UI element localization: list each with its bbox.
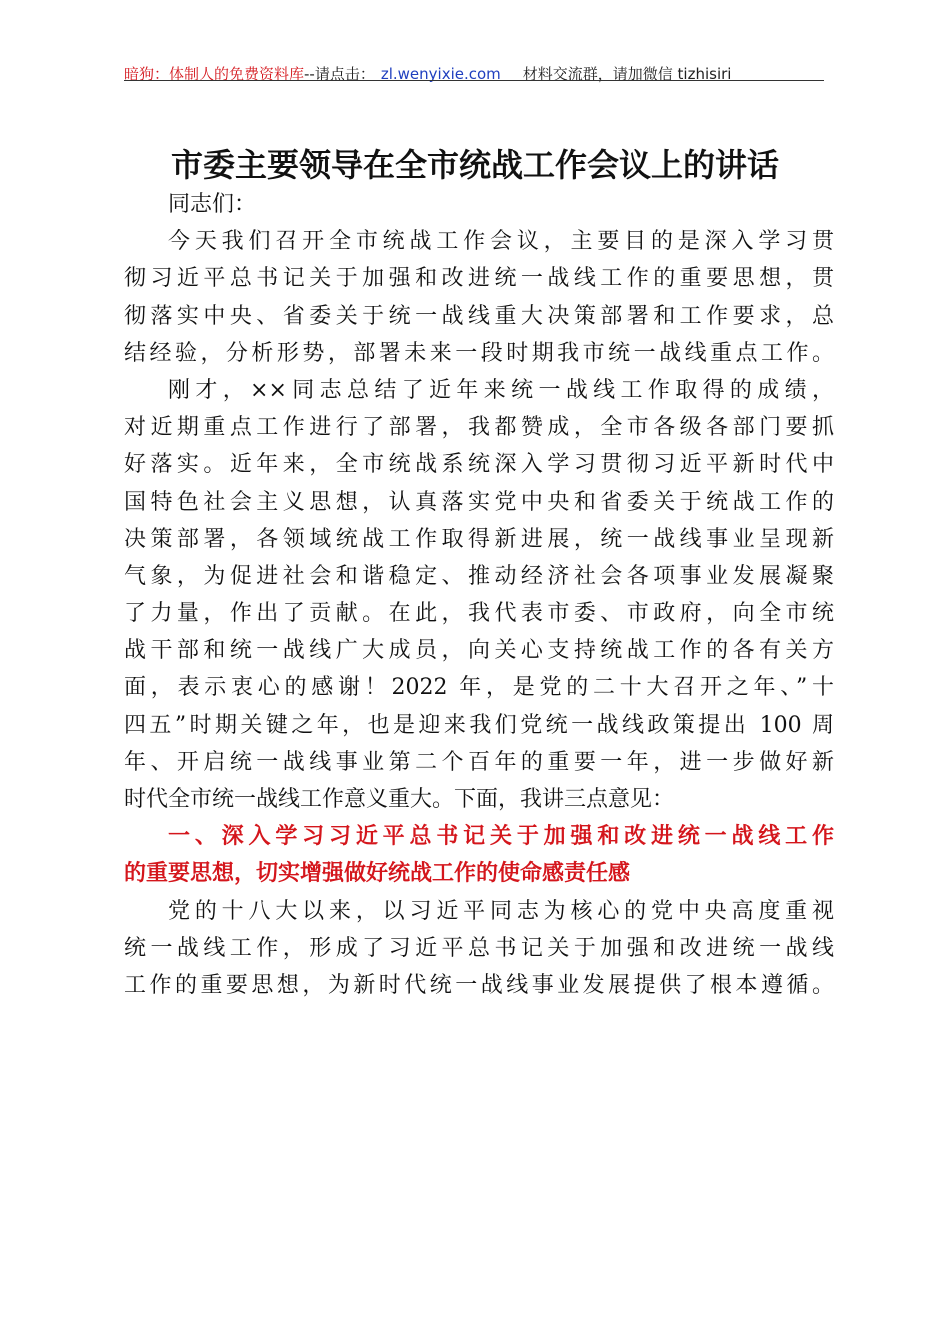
- paragraph-line: 好落实。近年来，全市统战系统深入学习贯彻习近平新时代中: [124, 452, 834, 478]
- paragraph-line: 结经验，分析形势，部署未来一段时期我市统一战线重点工作。: [124, 340, 834, 366]
- paragraph-line: 了力量，作出了贡献。在此，我代表市委、市政府，向全市统: [124, 601, 834, 627]
- greeting: 同志们：: [168, 192, 257, 217]
- section-1-paragraph: [124, 893, 834, 1005]
- paragraph-line: 决策部署，各领域统战工作取得新进展，统一战线事业呈现新: [124, 526, 834, 552]
- paragraph-line: 年、开启统一战线事业第二个百年的重要一年，进一步做好新: [124, 749, 834, 775]
- paragraph-line: 对近期重点工作进行了部署，我都赞成，全市各级各部门要抓: [124, 415, 834, 441]
- paragraph-line: 今天我们召开全市统战工作会议，主要目的是深入学习贯: [168, 229, 834, 255]
- paragraph-line: 面，表示衷心的感谢！2022 年，是党的二十大召开之年、”十: [124, 675, 834, 701]
- header-prompt: --请点击：: [304, 65, 375, 83]
- document-title: 市委主要领导在全市统战工作会议上的讲话: [170, 146, 779, 184]
- paragraph-line: 彻习近平总书记关于加强和改进统一战线工作的重要思想，贯: [124, 266, 834, 292]
- paragraph-line: 气象，为促进社会和谐稳定、推动经济社会各项事业发展凝聚: [124, 563, 834, 589]
- paragraph-line: 党的十八大以来，以习近平同志为核心的党中央高度重视: [168, 898, 834, 924]
- paragraph-line: 统一战线工作，形成了习近平总书记关于加强和改进统一战线: [124, 935, 834, 961]
- document-body: [124, 186, 834, 1004]
- header-brand: 暗狗：体制人的免费资料库: [124, 65, 305, 83]
- header-contact: 材料交流群，请加微信 tizhisiri: [522, 65, 732, 83]
- section-heading-1: [124, 818, 834, 892]
- heading-line: 的重要思想，切实增强做好统战工作的使命感责任感: [124, 861, 631, 887]
- header-link[interactable]: zl.wenyixie.com: [380, 65, 501, 83]
- paragraph-line: 四五”时期关键之年，也是迎来我们党统一战线政策提出 100 周: [124, 712, 834, 738]
- header-divider: [124, 80, 824, 81]
- paragraph-line: 国特色社会主义思想，认真落实党中央和省委关于统战工作的: [124, 489, 834, 515]
- intro-paragraphs: [124, 223, 834, 818]
- paragraph-line: 刚才，××同志总结了近年来统一战线工作取得的成绩，: [168, 377, 834, 403]
- paragraph-line: 时代全市统一战线工作意义重大。下面，我讲三点意见：: [124, 787, 675, 812]
- heading-line: 一、深入学习习近平总书记关于加强和改进统一战线工作: [168, 824, 834, 850]
- paragraph-line: 工作的重要思想，为新时代统一战线事业发展提供了根本遵循。: [124, 972, 834, 998]
- paragraph-line: 战干部和统一战线广大成员，向关心支持统战工作的各有关方: [124, 638, 834, 664]
- paragraph-line: 彻落实中央、省委关于统一战线重大决策部署和工作要求，总: [124, 303, 834, 329]
